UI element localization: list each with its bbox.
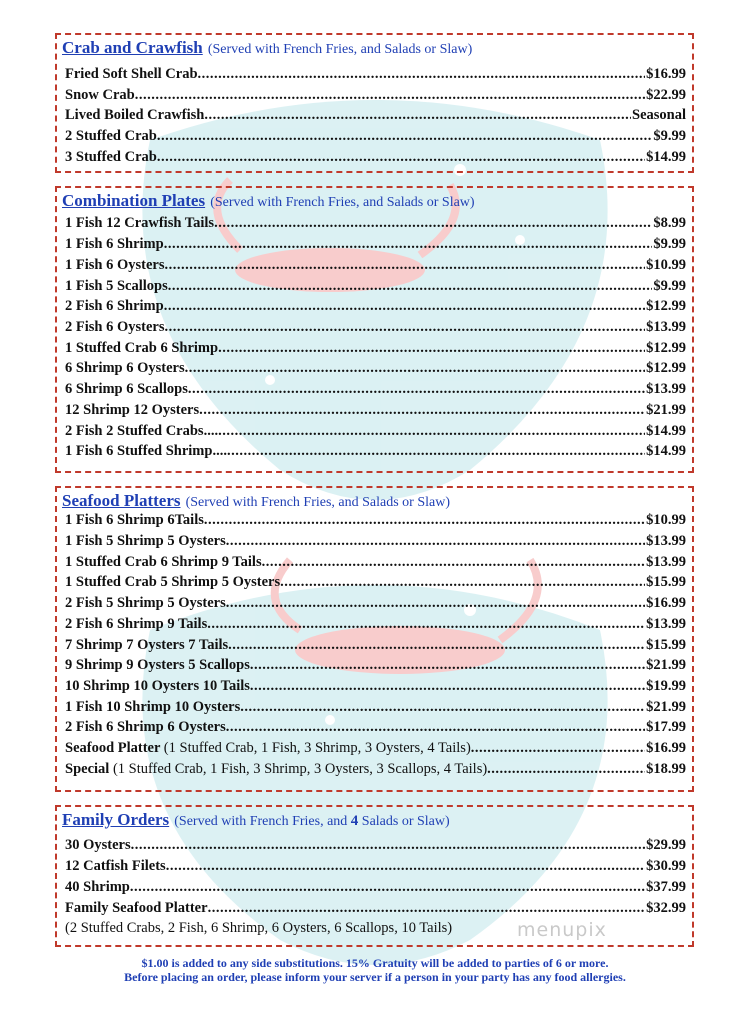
item-price: $8.99 bbox=[653, 215, 686, 231]
item-price: $21.99 bbox=[646, 699, 686, 715]
item-price: $15.99 bbox=[646, 637, 686, 653]
section-note: (Served with French Fries, and Salads or Slaw) bbox=[210, 195, 475, 210]
item-price: $12.99 bbox=[646, 298, 686, 314]
item-name: 30 Oysters bbox=[65, 837, 131, 853]
menu-item bbox=[65, 657, 686, 677]
item-price: Seasonal bbox=[632, 107, 686, 123]
item-name: 2 Fish 6 Shrimp 6 Oysters bbox=[65, 719, 226, 735]
watermark: menupix bbox=[517, 919, 607, 941]
item-price: $13.99 bbox=[646, 616, 686, 632]
item-price: $14.99 bbox=[646, 443, 686, 459]
item-price: $19.99 bbox=[646, 678, 686, 694]
menu-item bbox=[65, 554, 686, 574]
item-price: $18.99 bbox=[646, 761, 686, 777]
item-price: $17.99 bbox=[646, 719, 686, 735]
note-part: (Served with French Fries, and bbox=[174, 814, 351, 829]
menu-item bbox=[65, 858, 686, 878]
menu-item bbox=[65, 512, 686, 532]
menu-item bbox=[65, 423, 686, 443]
menu-item bbox=[65, 87, 686, 107]
item-name: 2 Fish 5 Shrimp 5 Oysters bbox=[65, 595, 226, 611]
item-price: $30.99 bbox=[646, 858, 686, 874]
item-name: 12 Catfish Filets bbox=[65, 858, 166, 874]
section-name: Seafood Platters bbox=[62, 491, 181, 510]
item-name: 12 Shrimp 12 Oysters bbox=[65, 402, 200, 418]
item-price: $13.99 bbox=[646, 319, 686, 335]
item-price: $29.99 bbox=[646, 837, 686, 853]
item-price: $13.99 bbox=[646, 381, 686, 397]
section-crab-crawfish bbox=[55, 33, 694, 173]
menu-item bbox=[65, 443, 686, 463]
menu-item bbox=[65, 837, 686, 857]
item-name: Snow Crab bbox=[65, 87, 135, 103]
item-name: 1 Fish 6 Oysters bbox=[65, 257, 165, 273]
item-name: 1 Fish 12 Crawfish Tails bbox=[65, 215, 215, 231]
item-name: 6 Shrimp 6 Oysters bbox=[65, 360, 185, 376]
menu-item bbox=[65, 900, 686, 920]
item-name: 2 Fish 6 Shrimp bbox=[65, 298, 164, 314]
item-name: 1 Stuffed Crab 5 Shrimp 5 Oysters bbox=[65, 574, 281, 590]
item-price: $32.99 bbox=[646, 900, 686, 916]
menu-item bbox=[65, 381, 686, 401]
item-name: 1 Fish 6 Shrimp 6Tails bbox=[65, 512, 204, 528]
menu-item bbox=[65, 278, 686, 298]
item-price: $14.99 bbox=[646, 423, 686, 439]
item-price: $21.99 bbox=[646, 402, 686, 418]
menu-item bbox=[65, 215, 686, 235]
item-price: $21.99 bbox=[646, 657, 686, 673]
item-name: 10 Shrimp 10 Oysters 10 Tails bbox=[65, 678, 250, 694]
menu-item bbox=[65, 298, 686, 318]
section-seafood-platters bbox=[55, 486, 694, 792]
section-name: Combination Plates bbox=[62, 191, 206, 210]
item-name bbox=[65, 761, 487, 778]
item-price: $9.99 bbox=[653, 278, 686, 294]
item-name: 40 Shrimp bbox=[65, 879, 130, 895]
item-detail: (1 Stuffed Crab, 1 Fish, 3 Shrimp, 3 Oysters, 3 Scallops, 4 Tails) bbox=[112, 761, 488, 777]
item-price: $13.99 bbox=[646, 554, 686, 570]
menu-item bbox=[65, 340, 686, 360]
item-name: 1 Fish 6 Shrimp bbox=[65, 236, 164, 252]
menu-item bbox=[65, 66, 686, 86]
item-price: $10.99 bbox=[646, 257, 686, 273]
menu-item bbox=[65, 257, 686, 277]
menu-item bbox=[65, 719, 686, 739]
section-title bbox=[62, 38, 472, 58]
item-title: Seafood Platter bbox=[65, 740, 161, 756]
footer-line-1: $1.00 is added to any side substitutions. 15% Gratuity will be added to parties of 6 or more. bbox=[141, 956, 609, 970]
item-price: $14.99 bbox=[646, 149, 686, 165]
item-name: 6 Shrimp 6 Scallops bbox=[65, 381, 188, 397]
item-name: Fried Soft Shell Crab bbox=[65, 66, 198, 82]
menu-item bbox=[65, 595, 686, 615]
item-price: $12.99 bbox=[646, 340, 686, 356]
item-name: 1 Fish 5 Shrimp 5 Oysters bbox=[65, 533, 226, 549]
item-title: Special bbox=[65, 761, 110, 777]
footer-line-2: Before placing an order, please inform your server if a person in your party has any food allergies. bbox=[124, 970, 626, 984]
item-name: Family Seafood Platter bbox=[65, 900, 208, 916]
item-price: $13.99 bbox=[646, 533, 686, 549]
section-name: Family Orders bbox=[62, 810, 170, 829]
item-price: $15.99 bbox=[646, 574, 686, 590]
menu-item bbox=[65, 740, 686, 760]
menu-item bbox=[65, 319, 686, 339]
section-title bbox=[62, 810, 450, 830]
menu-item bbox=[65, 699, 686, 719]
section-name: Crab and Crawfish bbox=[62, 38, 203, 57]
item-price: $9.99 bbox=[653, 128, 686, 144]
menu-item bbox=[65, 616, 686, 636]
item-detail: (1 Stuffed Crab, 1 Fish, 3 Shrimp, 3 Oysters, 4 Tails) bbox=[163, 740, 471, 756]
menu-item bbox=[65, 678, 686, 698]
item-price: $16.99 bbox=[646, 66, 686, 82]
section-combination-plates bbox=[55, 186, 694, 473]
item-name: 3 Stuffed Crab bbox=[65, 149, 157, 165]
section-title bbox=[62, 491, 450, 511]
item-name: 2 Stuffed Crab bbox=[65, 128, 157, 144]
section-title bbox=[62, 191, 475, 211]
menu-item bbox=[65, 533, 686, 553]
item-price: $37.99 bbox=[646, 879, 686, 895]
menu-item bbox=[65, 149, 686, 169]
menu-item bbox=[65, 637, 686, 657]
menu-item bbox=[65, 402, 686, 422]
menu-item bbox=[65, 360, 686, 380]
menu-item bbox=[65, 107, 686, 127]
section-note bbox=[174, 814, 449, 829]
item-name: 1 Stuffed Crab 6 Shrimp 9 Tails bbox=[65, 554, 262, 570]
menu-item bbox=[65, 128, 686, 148]
item-name: 9 Shrimp 9 Oysters 5 Scallops bbox=[65, 657, 250, 673]
item-name: 7 Shrimp 7 Oysters 7 Tails bbox=[65, 637, 229, 653]
item-name: 1 Stuffed Crab 6 Shrimp bbox=[65, 340, 219, 356]
item-detail: (2 Stuffed Crabs, 2 Fish, 6 Shrimp, 6 Oysters, 6 Scallops, 10 Tails) bbox=[65, 920, 453, 936]
note-number: 4 bbox=[350, 813, 359, 829]
item-name: 1 Fish 5 Scallops bbox=[65, 278, 168, 294]
item-name: 2 Fish 2 Stuffed Crabs.... bbox=[65, 423, 219, 439]
note-part: Salads or Slaw) bbox=[358, 814, 450, 829]
item-price: $16.99 bbox=[646, 595, 686, 611]
section-note: (Served with French Fries, and Salads or Slaw) bbox=[207, 42, 473, 57]
menu-item bbox=[65, 574, 686, 594]
item-name: 1 Fish 6 Stuffed Shrimp.... bbox=[65, 443, 227, 459]
item-price: $22.99 bbox=[646, 87, 686, 103]
item-name: 1 Fish 10 Shrimp 10 Oysters bbox=[65, 699, 241, 715]
section-note: (Served with French Fries, and Salads or Slaw) bbox=[185, 495, 451, 510]
item-price: $10.99 bbox=[646, 512, 686, 528]
menu-item bbox=[65, 879, 686, 899]
item-name bbox=[65, 740, 471, 757]
item-name: Lived Boiled Crawfish bbox=[65, 107, 205, 123]
item-price: $16.99 bbox=[646, 740, 686, 756]
item-price: $12.99 bbox=[646, 360, 686, 376]
item-name: 2 Fish 6 Shrimp 9 Tails bbox=[65, 616, 208, 632]
menu-item bbox=[65, 236, 686, 256]
item-name: 2 Fish 6 Oysters bbox=[65, 319, 165, 335]
item-price: $9.99 bbox=[653, 236, 686, 252]
menu-item bbox=[65, 761, 686, 781]
